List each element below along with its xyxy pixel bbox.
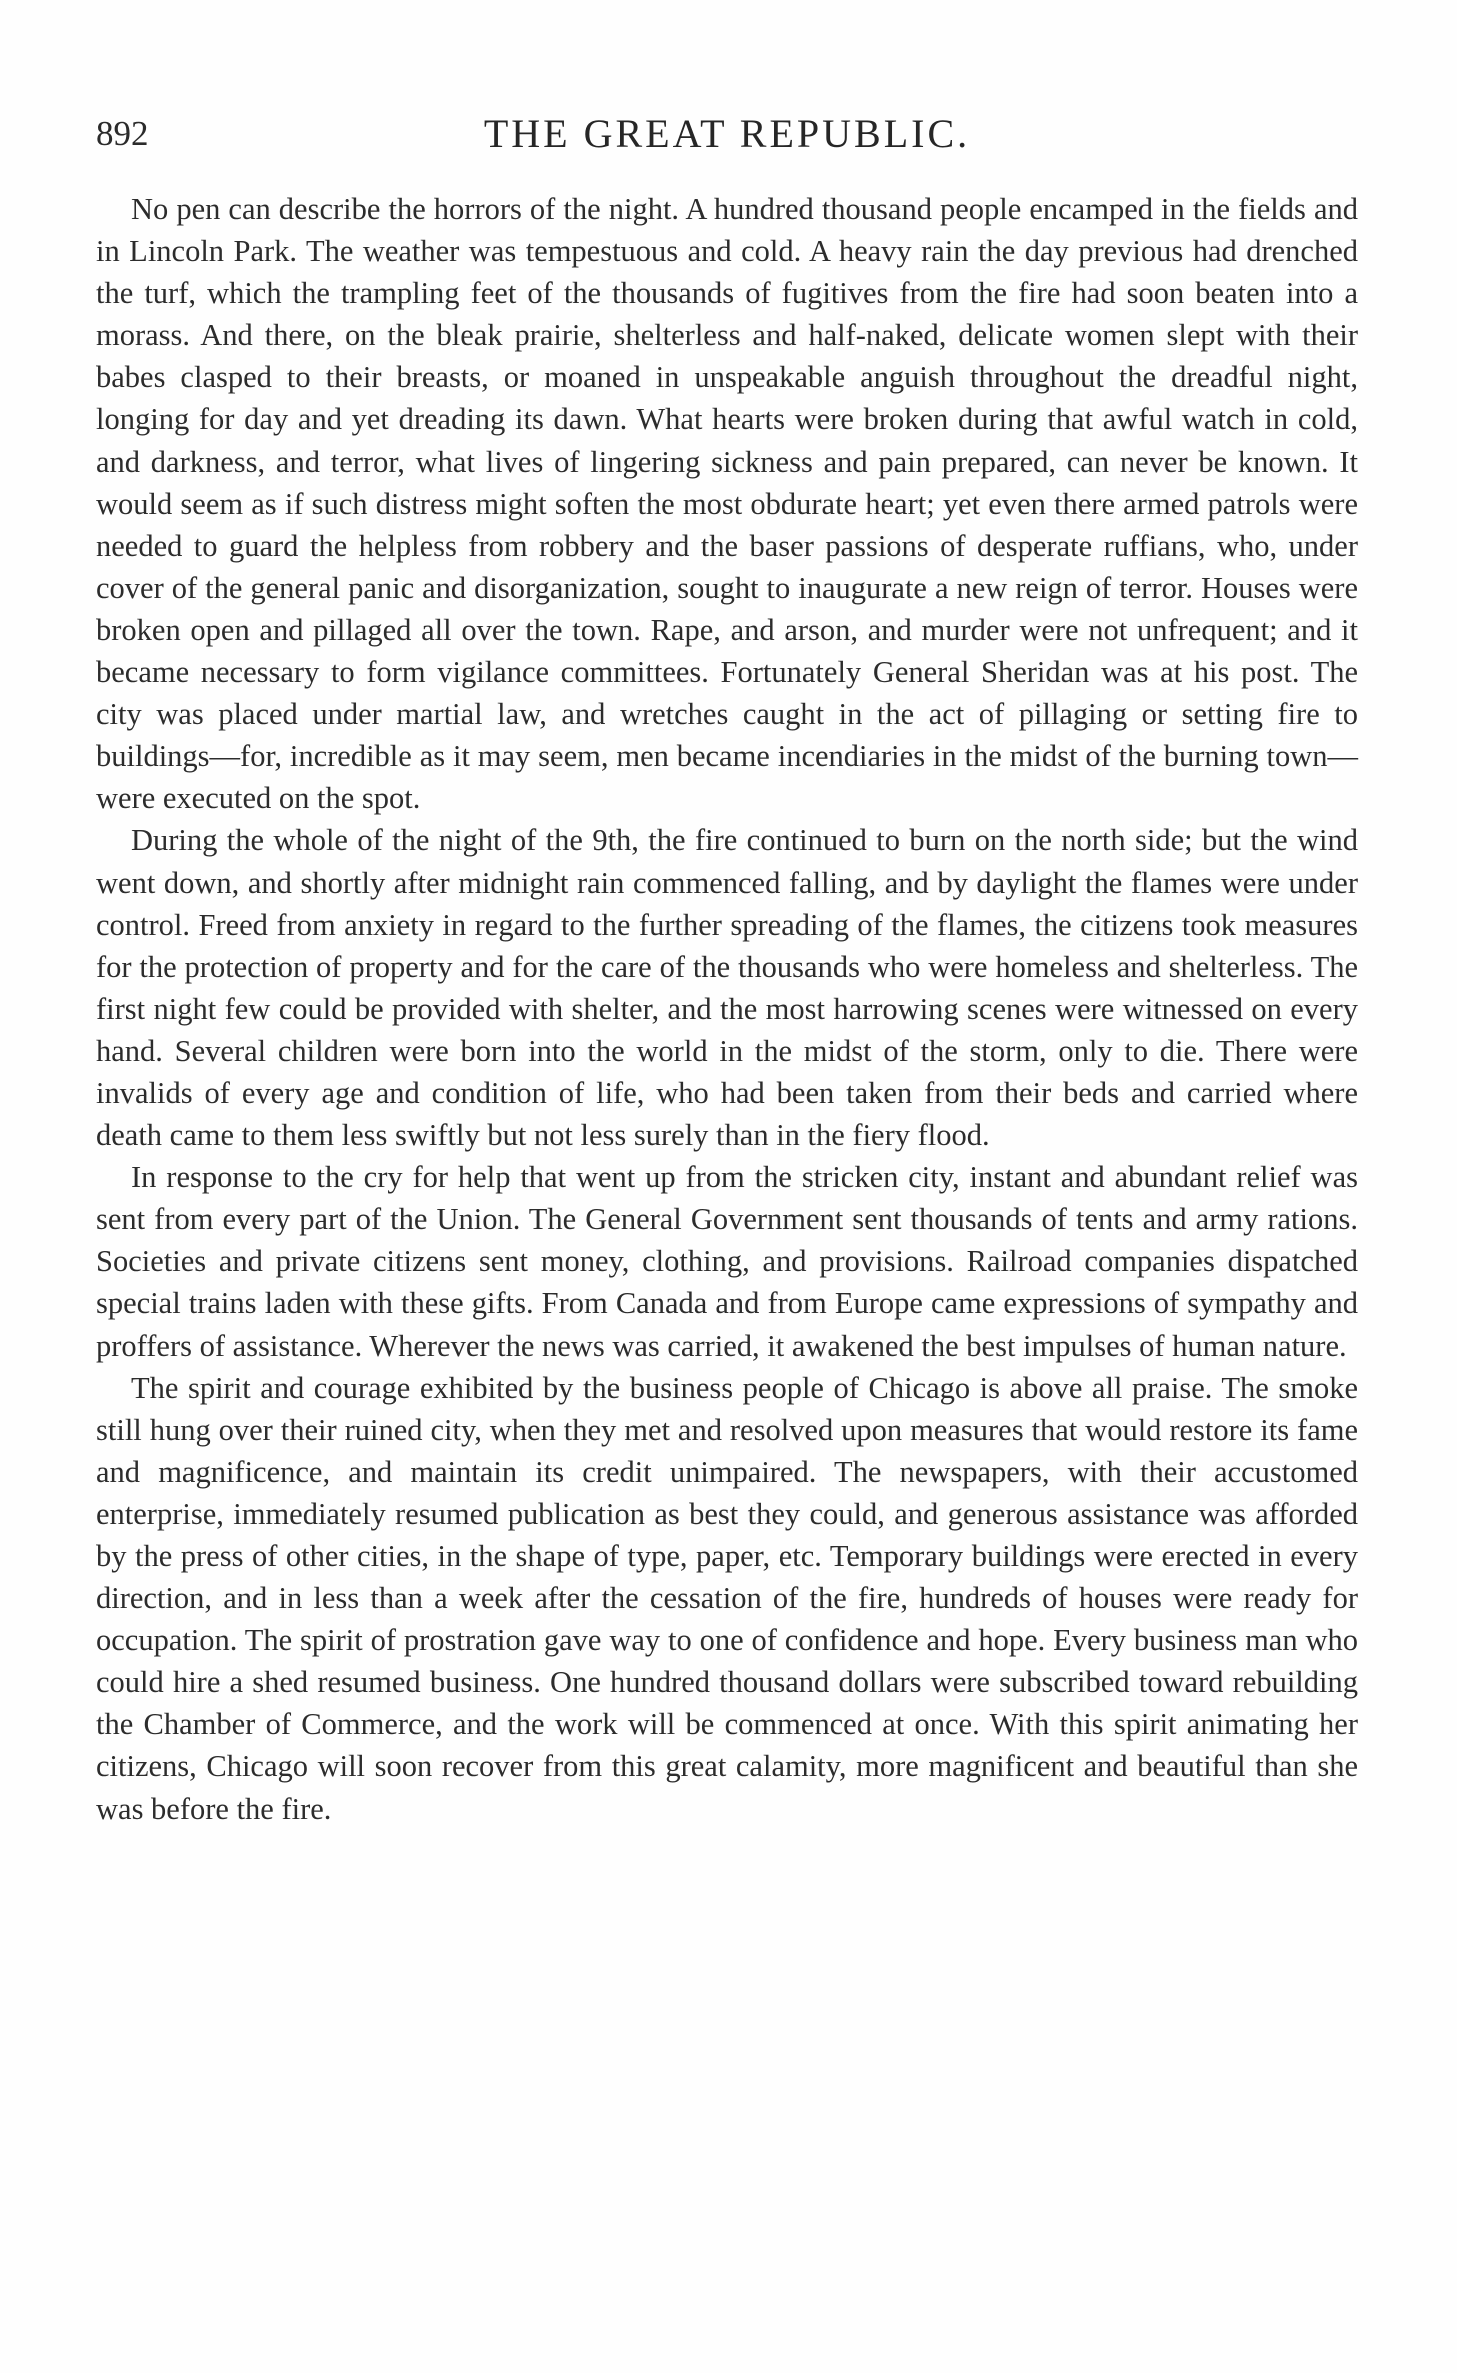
- paragraph-rebuilding: The spirit and courage exhibited by the business people of Chicago is above all praise. The smoke still hung over their ruined city, when they met and resolved upon measures that would restore its fame and magnificence, and maintain its credit unimpaired. The newspapers, with their accustomed enterprise, immediately resumed publication as best they could, and generous assistance was afforded by the press of other cities, in the shape of type, paper, etc. Temporary buildings were erected in every direction, and in less than a week after the cessation of the fire, hundreds of houses were ready for occupation. The spirit of prostration gave way to one of confidence and hope. Every business man who could hire a shed resumed business. One hundred thousand dollars were subscribed toward rebuilding the Chamber of Commerce, and the work will be commenced at once. With this spirit animating her citizens, Chicago will soon recover from this great calamity, more magnificent and beautiful than she was before the fire.: [96, 1370, 1358, 1826]
- body-text: [96, 188, 1358, 1830]
- page-number: 892: [96, 114, 149, 153]
- running-title: THE GREAT REPUBLIC.: [483, 111, 971, 156]
- paragraph-relief: In response to the cry for help that went up from the stricken city, instant and abundant relief was sent from every part of the Union. The General Government sent thousands of tents and army rations. Societies and private citizens sent money, clothing, and provisions. Railroad companies dispatched special trains laden with these gifts. From Canada and from Europe came expressions of sympathy and proffers of assistance. Wherever the news was carried, it awakened the best impulses of human nature.: [96, 1160, 1358, 1363]
- running-head: [96, 104, 1358, 164]
- paragraph-fire-continued: During the whole of the night of the 9th, the fire continued to burn on the north side; but the wind went down, and shortly after midnight rain commenced falling, and by daylight the flames were under control. Freed from anxiety in regard to the further spreading of the flames, the citizens took measures for the protection of property and for the care of the thousands who were homeless and shelterless. The first night few could be provided with shelter, and the most harrowing scenes were witnessed on every hand. Several children were born into the world in the midst of the storm, only to die. There were invalids of every age and condition of life, who had been taken from their beds and carried where death came to them less swiftly but not less surely than in the fiery flood.: [96, 823, 1358, 1153]
- paragraph-night-horrors: No pen can describe the horrors of the night. A hundred thousand people encamped in the fields and in Lincoln Park. The weather was tempestuous and cold. A heavy rain the day previous had drenched the turf, which the trampling feet of the thousands of fugitives from the fire had soon beaten into a morass. And there, on the bleak prairie, shelterless and half-naked, delicate women slept with their babes clasped to their breasts, or moaned in unspeakable anguish throughout the dreadful night, longing for day and yet dreading its dawn. What hearts were broken during that awful watch in cold, and darkness, and terror, what lives of lingering sickness and pain prepared, can never be known. It would seem as if such distress might soften the most obdurate heart; yet even there armed patrols were needed to guard the helpless from robbery and the baser passions of desperate ruffians, who, under cover of the general panic and disorganization, sought to inaugurate a new reign of terror. Houses were broken open and pillaged all over the town. Rape, and arson, and murder were not unfrequent; and it became necessary to form vigilance committees. Fortunately General Sheridan was at his post. The city was placed under martial law, and wretches caught in the act of pillaging or setting fire to buildings—for, incredible as it may seem, men became incendiaries in the midst of the burning town—were executed on the spot.: [96, 192, 1358, 816]
